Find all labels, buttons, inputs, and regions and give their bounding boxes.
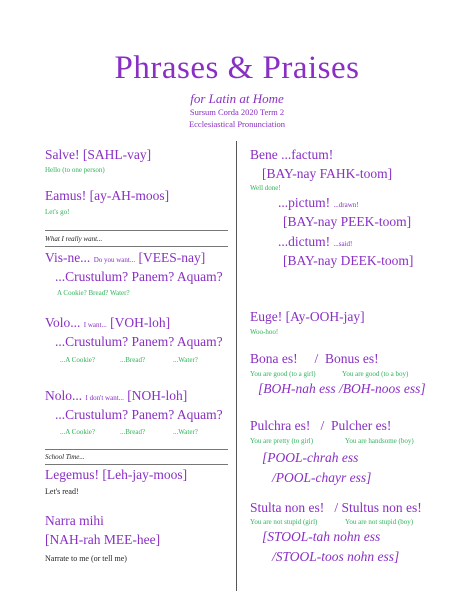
phon-bona: [BOH-nah ess /BOH-noos ess] [258,381,426,396]
page-subtitle: for Latin at Home [190,91,284,106]
note-narra: Narrate to me (or tell me) [45,554,127,563]
phrase-nolo-options: ...Crustulum? Panem? Aquam? [55,407,223,422]
column-divider [236,141,237,591]
phrase-stulta: Stulta non es! / Stultus non es! [250,500,422,515]
phon-pictum: [BAY-nay PEEK-toom] [283,214,412,229]
section-header-want: What I really want... [45,235,103,243]
phrase-bene: Bene ...factum! [250,147,334,162]
phon-pulchra-girl: [POOL-chrah ess [262,450,359,465]
phrase-visne-options: ...Crustulum? Panem? Aquam? [55,269,223,284]
note-pulchra-girl: You are pretty (to girl) [250,437,314,445]
phon-bene: [BAY-nay FAHK-toom] [262,166,393,181]
note-bona-girl: You are good (to a girl) [250,370,316,378]
phrase-legemus: Legemus! [Leh-jay-moos] [45,467,188,482]
phrase-salve: Salve! [SAHL-vay] [45,147,152,162]
phrase-visne: Vis-ne... Do you want... [VEES-nay] [45,250,206,265]
note-eamus: Let's go! [45,208,70,216]
divider-want-bottom [45,246,228,247]
note-volo-bread: ...Bread? [120,356,146,364]
term-label: Sursum Corda 2020 Term 2 [189,107,285,117]
phon-pulchra-boy: /POOL-chayr ess] [272,470,372,485]
section-header-school: School Time... [45,453,85,461]
divider-want [45,230,228,231]
note-nolo-water: ...Water? [173,428,198,436]
note-stulta-girl: You are not stupid (girl) [250,518,318,526]
phrase-nolo: Nolo... I don't want... [NOH-loh] [45,388,188,403]
note-legemus: Let's read! [45,487,79,496]
phrase-volo-options: ...Crustulum? Panem? Aquam? [55,334,223,349]
page-title: Phrases & Praises [114,50,360,86]
note-nolo-cookie: ...A Cookie? [60,428,95,436]
phrase-volo: Volo... I want... [VOH-loh] [45,315,171,330]
phrase-dictum: ...dictum! ...said! [278,234,353,249]
phon-narra: [NAH-rah MEE-hee] [45,532,161,547]
pronunciation-label: Ecclesiastical Pronunciation [188,119,286,129]
note-salve: Hello (to one person) [45,166,105,174]
note-volo-cookie: ...A Cookie? [60,356,95,364]
phrase-bona: Bona es! / Bonus es! [250,351,379,366]
phon-dictum: [BAY-nay DEEK-toom] [283,253,414,268]
note-euge: Woo-hoo! [250,328,279,336]
note-bene: Well done! [250,184,281,192]
phrase-eamus: Eamus! [ay-AH-moos] [45,188,170,203]
note-visne: A Cookie? Bread? Water? [57,289,130,297]
note-bona-boy: You are good (to a boy) [342,370,409,378]
note-nolo-bread: ...Bread? [120,428,146,436]
phrase-pulchra: Pulchra es! / Pulcher es! [250,418,392,433]
phrase-pictum: ...pictum! ...drawn! [278,195,359,210]
phrase-euge: Euge! [Ay-OOH-jay] [250,309,365,324]
note-stulta-boy: You are not stupid (boy) [345,518,414,526]
divider-school-bottom [45,464,228,465]
phrase-narra: Narra mihi [45,513,104,528]
divider-school [45,449,228,450]
note-pulchra-boy: You are handsome (boy) [345,437,414,445]
phon-stulta-girl: [STOOL-tah nohn ess [262,529,381,544]
phon-stulta-boy: /STOOL-toos nohn ess] [272,549,400,564]
note-volo-water: ...Water? [173,356,198,364]
